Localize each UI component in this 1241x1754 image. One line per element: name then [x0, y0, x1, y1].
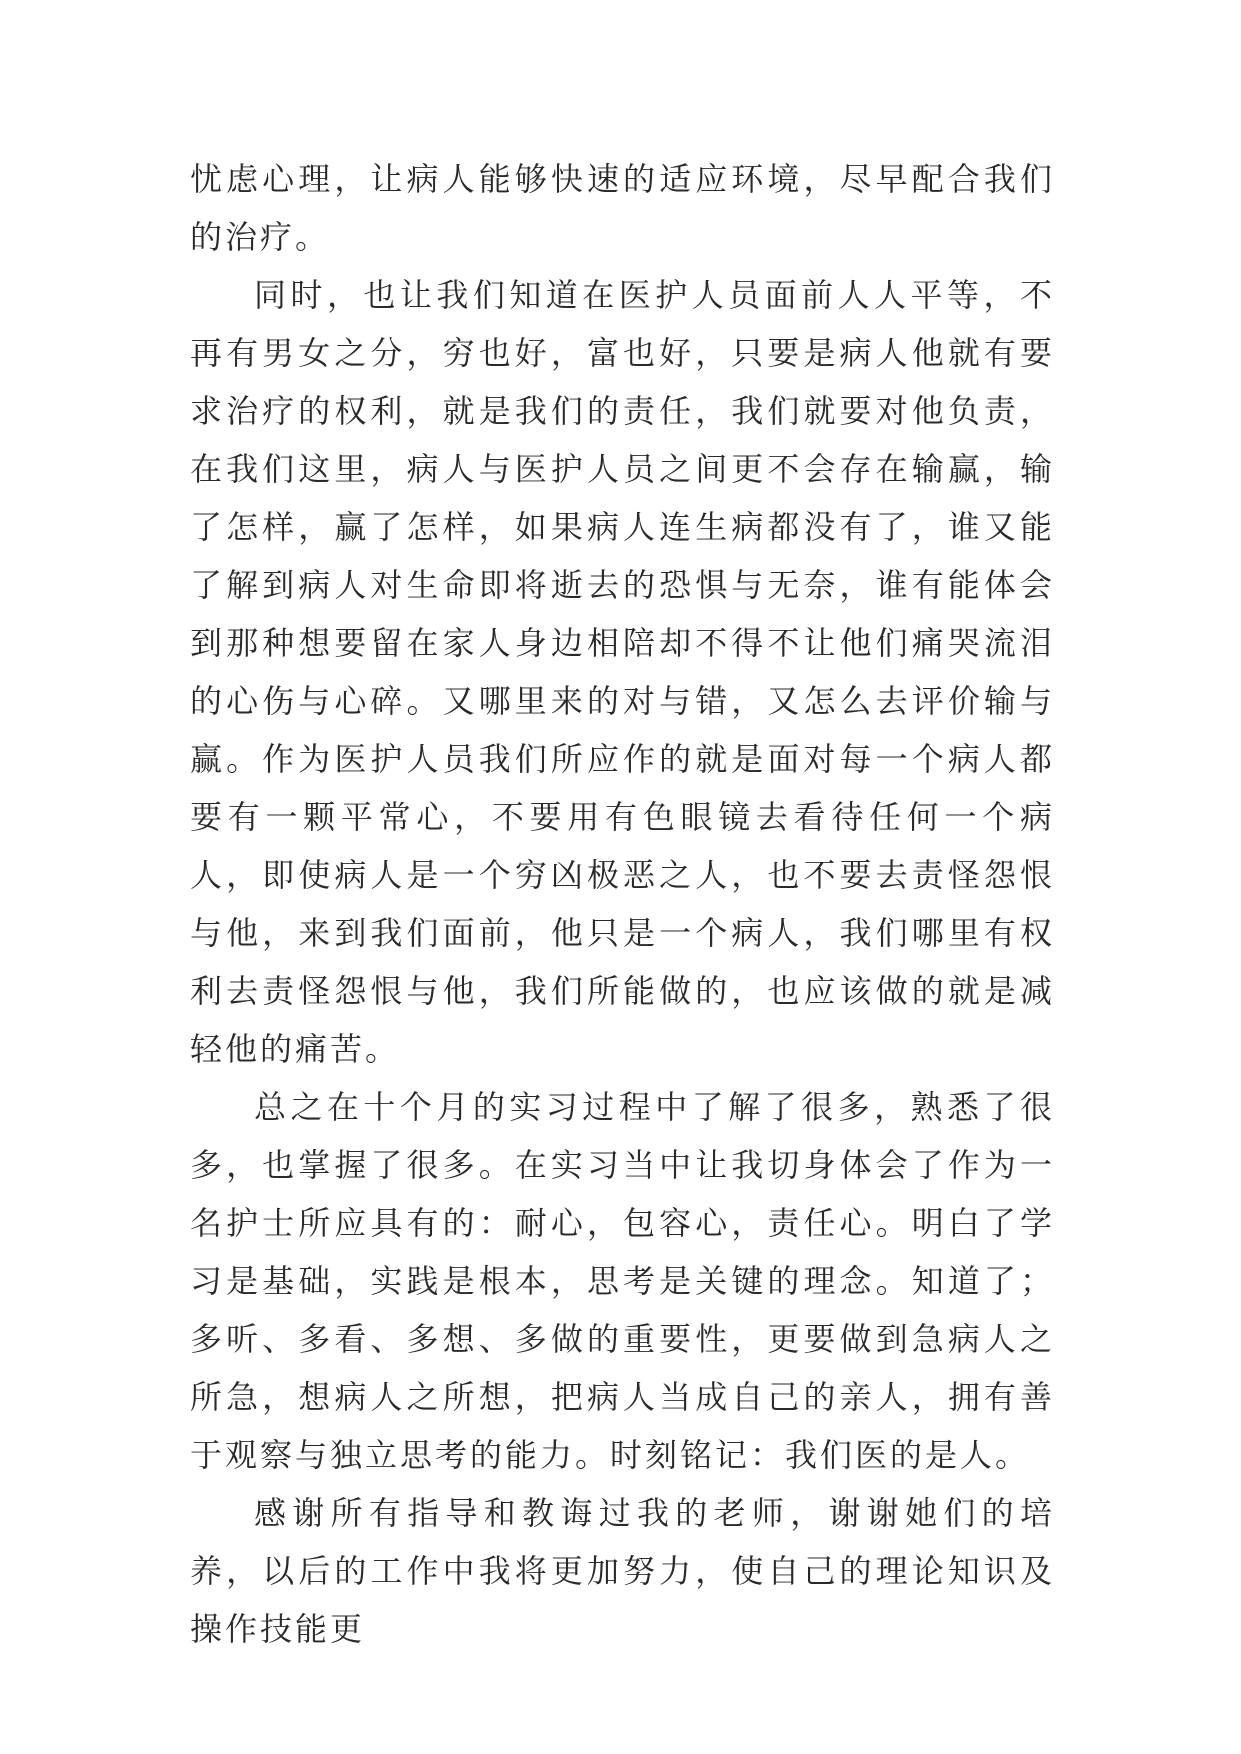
paragraph-4: 感谢所有指导和教诲过我的老师，谢谢她们的培养，以后的工作中我将更加努力，使自己的理论知识及操作技能更 [190, 1494, 1055, 1648]
paragraph-3: 总之在十个月的实习过程中了解了很多，熟悉了很多，也掌握了很多。在实习当中让我切身体会了作为一名护士所应具有的：耐心，包容心，责任心。明白了学习是基础，实践是根本，思考是关键的理念。知道了；多听、多看、多想、多做的重要性，更要做到急病人之所急，想病人之所想，把病人当成自己的亲人，拥有善于观察与独立思考的能力。时刻铭记：我们医的是人。 [190, 1088, 1055, 1474]
document-page [190, 150, 1055, 1658]
paragraph-1: 忧虑心理，让病人能够快速的适应环境，尽早配合我们的治疗。 [190, 160, 1055, 256]
paragraph-2: 同时，也让我们知道在医护人员面前人人平等，不再有男女之分，穷也好，富也好，只要是病人他就有要求治疗的权利，就是我们的责任，我们就要对他负责，在我们这里，病人与医护人员之间更不会存在输赢，输了怎样，赢了怎样，如果病人连生病都没有了，谁又能了解到病人对生命即将逝去的恐惧与无奈，谁有能体会到那种想要留在家人身边相陪却不得不让他们痛哭流泪的心伤与心碎。又哪里来的对与错，又怎么去评价输与赢。作为医护人员我们所应作的就是面对每一个病人都要有一颗平常心，不要用有色眼镜去看待任何一个病人，即使病人是一个穷凶极恶之人，也不要去责怪怨恨与他，来到我们面前，他只是一个病人，我们哪里有权利去责怪怨恨与他，我们所能做的，也应该做的就是减轻他的痛苦。 [190, 276, 1055, 1068]
